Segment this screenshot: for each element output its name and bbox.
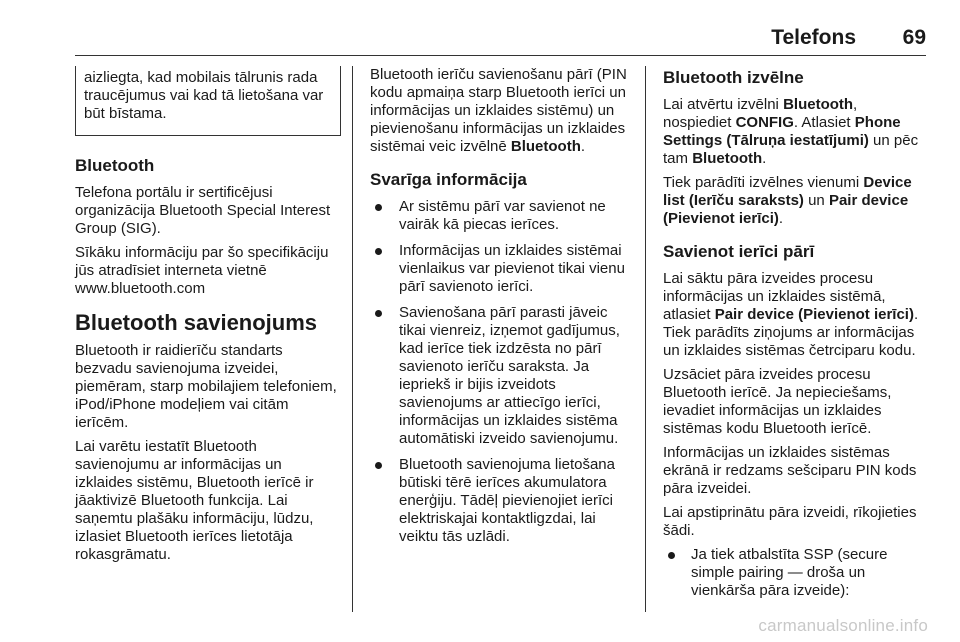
list-item: Informācijas un izklaides sistēmai vienlaikus var pievienot tikai vienu pārī savienoto ierīci. <box>370 242 636 296</box>
column-divider-1 <box>352 66 353 612</box>
paragraph: Informācijas un izklaides sistēmas ekrānā ir redzams sešciparu PIN kods pāra izveidei. <box>663 444 917 497</box>
section-heading-pair: Savienot ierīci pārī <box>663 242 815 261</box>
header-divider <box>75 55 926 56</box>
list-item: Bluetooth savienojuma lietošana būtiski tērē ierīces akumulatora enerģiju. Tādēļ pievienojiet ierīci elektriskajai kontaktligzdai, lai veiktu tās uzlādi. <box>370 456 636 546</box>
bullet-icon <box>375 248 382 255</box>
paragraph: Bluetooth ir raidierīču standarts bezvadu savienojuma izveidei, piemēram, starp mobilajiem telefoniem, iPod/iPhone modeļiem vai citām ierīcēm. <box>75 342 337 431</box>
paragraph: Lai atvērtu izvēlni Bluetooth, nospiediet CONFIG. Atlasiet Phone Settings (Tālruņa iestatījumi) un pēc tam Bluetooth. <box>663 96 919 167</box>
bullet-list <box>370 198 636 546</box>
list-item: Ja tiek atbalstīta SSP (secure simple pairing — droša un vienkārša pāra izveide): <box>663 546 929 600</box>
intro-paragraph: Bluetooth ierīču savienošanu pārī (PIN kodu apmaiņa starp Bluetooth ierīci un informācijas un izklaides sistēmu) un pievienošanu informācijas un izklaides sistēmai veic izvēlnē Bluetooth. <box>370 66 627 155</box>
bullet-list <box>663 546 929 600</box>
watermark: carmanualsonline.info <box>758 616 928 635</box>
warning-box <box>75 66 341 136</box>
column-1 <box>75 66 341 570</box>
column-2 <box>370 66 636 554</box>
bullet-icon <box>375 310 382 317</box>
bullet-icon <box>375 462 382 469</box>
paragraph: Lai sāktu pāra izveides procesu informācijas un izklaides sistēmā, atlasiet Pair device (Pievienot ierīci). Tiek parādīts ziņojums ar informācijas un izklaides sistēmas četrciparu kodu. <box>663 270 919 359</box>
page-header <box>75 26 926 50</box>
bullet-icon <box>375 204 382 211</box>
warning-text: aizliegta, kad mobilais tālrunis rada traucējumus vai kad tā lietošana var būt bīstama. <box>84 69 324 122</box>
bullet-icon <box>668 552 675 559</box>
paragraph: Sīkāku informāciju par šo specifikāciju jūs atradīsiet interneta vietnē www.bluetooth.com <box>75 244 329 297</box>
paragraph: Uzsāciet pāra izveides procesu Bluetooth ierīcē. Ja nepieciešams, ievadiet informācijas un izklaides sistēmas kodu Bluetooth ierīcē. <box>663 366 892 437</box>
paragraph: Tiek parādīti izvēlnes vienumi Device list (Ierīču saraksts) un Pair device (Pievienot ierīci). <box>663 174 912 227</box>
paragraph: Lai apstiprinātu pāra izveidi, rīkojieties šādi. <box>663 504 917 539</box>
paragraph: Lai varētu iestatīt Bluetooth savienojumu ar informācijas un izklaides sistēmu, Bluetooth ierīcē ir jāaktivizē Bluetooth funkcija. Lai saņemtu plašāku informāciju, lūdzu, izlasiet Bluetooth ierīces lietotāja rokasgrāmatu. <box>75 438 314 563</box>
section-heading-important: Svarīga informācija <box>370 170 527 189</box>
column-divider-2 <box>645 66 646 612</box>
page-number: 69 <box>902 26 926 49</box>
paragraph: Telefona portālu ir sertificējusi organizācija Bluetooth Special Interest Group (SIG). <box>75 184 331 237</box>
list-item: Ar sistēmu pārī var savienot ne vairāk kā piecas ierīces. <box>370 198 636 234</box>
section-heading-bluetooth: Bluetooth <box>75 156 155 175</box>
list-item: Savienošana pārī parasti jāveic tikai vienreiz, izņemot gadījumus, kad ierīce tiek izdzēsta no pārī savienoto ierīču saraksta. Ja iepriekš ir bijis izveidots savienojums ar attiecīgo ierīci, informācijas un izklaides sistēma automātiski izveido savienojumu. <box>370 304 636 448</box>
section-heading-connection: Bluetooth savienojums <box>75 310 318 335</box>
section-heading-menu: Bluetooth izvēlne <box>663 68 804 87</box>
column-3 <box>663 66 929 608</box>
header-title: Telefons <box>771 26 856 49</box>
